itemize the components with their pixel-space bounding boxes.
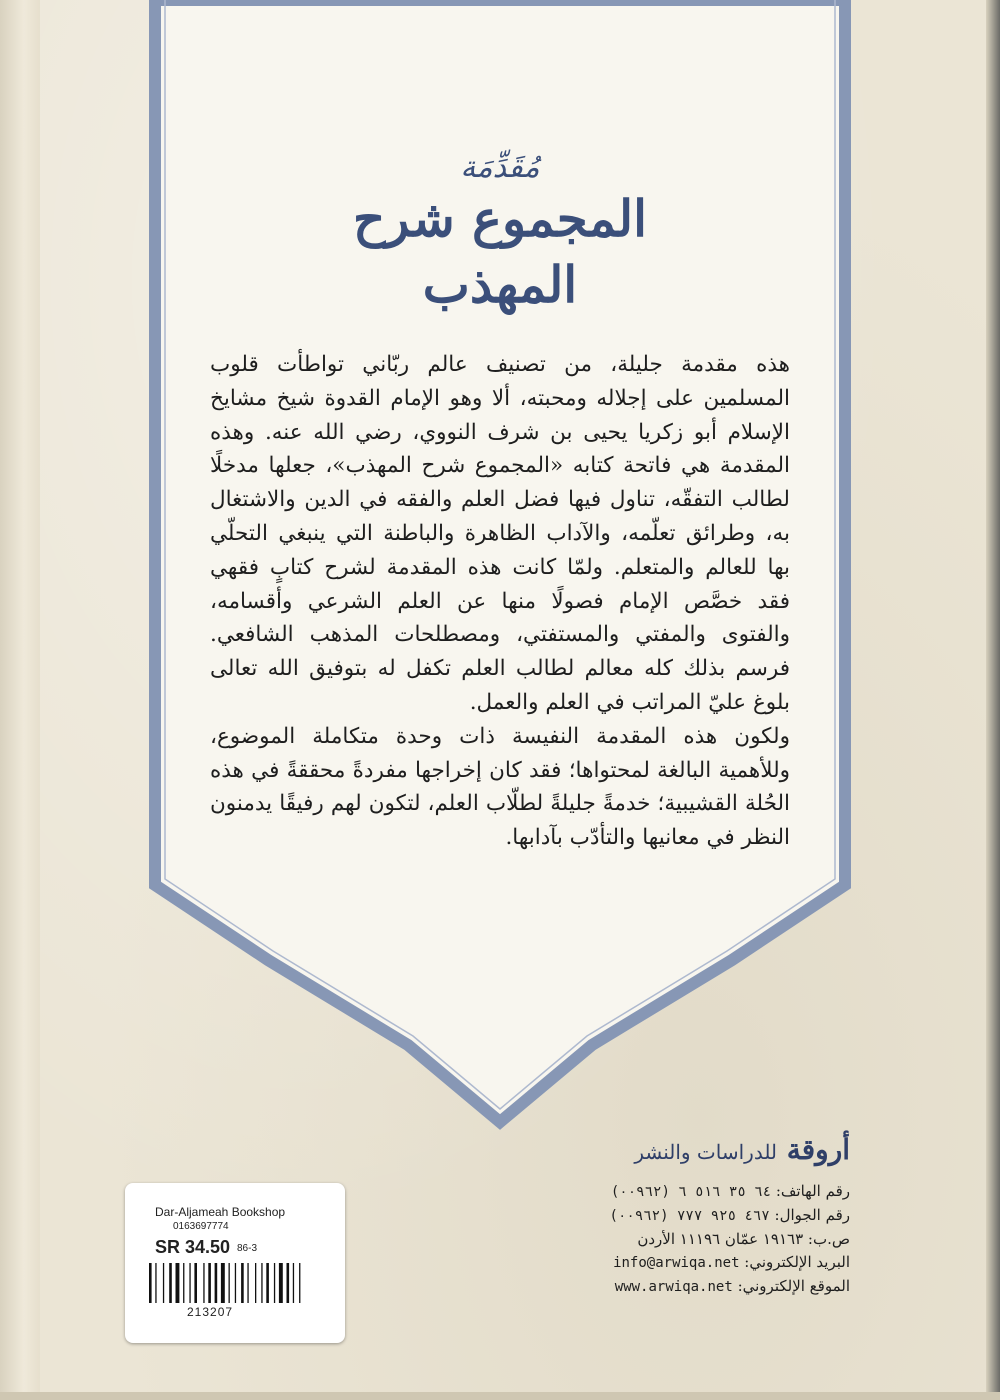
sticker-code: 86-3	[237, 1243, 258, 1254]
barcode-bar	[279, 1263, 283, 1303]
barcode-bar	[176, 1263, 180, 1303]
description-paragraph: ولكون هذه المقدمة النفيسة ذات وحدة متكاملة الموضوع، وللأهمية البالغة لمحتواها؛ فقد كان إخراجها مفردةً محققةً في هذه الحُلة القشيبية؛ خدمةً جليلةً لطلّاب العلم، لتكون لهم رفيقًا يدمنون النظر في معانيها والتأدّب بآدابها.	[210, 723, 790, 851]
mobile-value: ٤٦٧ ٩٢٥ ٧٧٧ (٠٠٩٦٢)	[609, 1208, 770, 1224]
barcode-bar	[274, 1263, 275, 1303]
barcode-bar	[208, 1263, 211, 1303]
publisher-tagline: للدراسات والنشر	[634, 1140, 778, 1164]
barcode-icon	[147, 1263, 317, 1303]
publisher-name: أروقة	[786, 1133, 850, 1166]
phone-label: رقم الهاتف:	[775, 1182, 850, 1200]
website-label: الموقع الإلكتروني:	[737, 1277, 850, 1295]
barcode-bar	[155, 1263, 156, 1303]
barcode-bar	[163, 1263, 164, 1303]
barcode-bar	[241, 1263, 244, 1303]
sticker-barcode-number: 213207	[187, 1305, 234, 1319]
sticker-shop-name: Dar-Aljameah Bookshop	[155, 1205, 286, 1219]
price-sticker	[125, 1183, 345, 1343]
address-text: ص.ب: ١٩١٦٣ عمّان ١١١٩٦ الأردن	[637, 1230, 850, 1248]
email-label: البريد الإلكتروني:	[744, 1253, 850, 1271]
barcode-bar	[229, 1263, 230, 1303]
publisher-contacts	[560, 1180, 850, 1299]
barcode-bar	[215, 1263, 218, 1303]
barcode-bar	[221, 1263, 225, 1303]
barcode-bar	[203, 1263, 204, 1303]
barcode-bar	[183, 1263, 184, 1303]
email-row	[560, 1251, 850, 1275]
barcode-bar	[293, 1263, 294, 1303]
barcode-bar	[194, 1263, 197, 1303]
description-text	[210, 348, 790, 855]
sticker-phone: 0163697774	[173, 1221, 229, 1232]
book-subtitle: مُقَدِّمَة	[460, 150, 540, 185]
barcode-bar	[255, 1263, 256, 1303]
mobile-label: رقم الجوال:	[774, 1206, 850, 1224]
address-row	[560, 1228, 850, 1251]
barcode-bar	[149, 1263, 152, 1303]
publisher-logo	[600, 1130, 850, 1172]
barcode-bar	[189, 1263, 190, 1303]
barcode-bar	[247, 1263, 248, 1303]
phone-row	[560, 1180, 850, 1204]
description-paragraph: هذه مقدمة جليلة، من تصنيف عالم ربّاني تواطأت قلوب المسلمين على إجلاله ومحبته، ألا وهو الإمام القدوة شيخ مشايخ الإسلام أبو زكريا يحيى بن شرف النووي، رضي الله عنه. وهذه المقدمة هي فاتحة كتابه «المجموع شرح المهذب»، جعلها مدخلًا لطالب التفقّه، تناول فيها فضل العلم والفقه في الدين والاشتغال به، وطرائق تعلّمه، والآداب الظاهرة والباطنة التي ينبغي التحلّي بها للعالم والمتعلم. ولمّا كانت هذه المقدمة لشرح كتابٍ فقهي فقد خصَّص الإمام فصولًا منها عن العلم الشرعي وأقسامه، والفتوى والمفتي والمستفتي، ومصطلحات المذهب الشافعي. فرسم بذلك كله معالم لطالب العلم تكفل له بتوفيق الله تعالى بلوغ عليّ المراتب في العلم والعمل.	[210, 352, 790, 715]
website-row	[560, 1275, 850, 1299]
sticker-price: SR 34.50	[155, 1237, 231, 1257]
email-value: info@arwiqa.net	[613, 1255, 740, 1271]
barcode-bar	[287, 1263, 290, 1303]
book-title: المجموع شرح المهذب	[352, 189, 648, 314]
barcode-bar	[261, 1263, 262, 1303]
barcode-bar	[299, 1263, 300, 1303]
mobile-row	[560, 1204, 850, 1228]
barcode-bar	[169, 1263, 172, 1303]
phone-value: ٦٤ ٣٥ ٥١٦ ٦ (٠٠٩٦٢)	[610, 1184, 772, 1200]
barcode-bar	[266, 1263, 269, 1303]
barcode-bar	[235, 1263, 236, 1303]
title-block	[300, 150, 700, 318]
website-value: www.arwiqa.net	[614, 1279, 733, 1295]
